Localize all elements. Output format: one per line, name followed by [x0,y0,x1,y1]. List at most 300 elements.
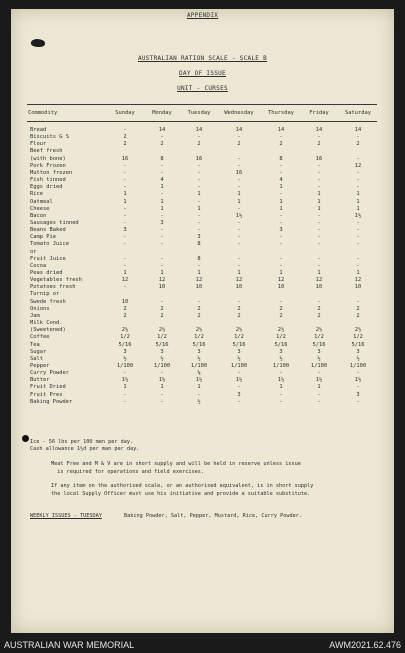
ration-cell: 2 [197,312,201,319]
ration-cell: - [237,370,241,377]
ration-cell: 12 [354,162,362,169]
ration-cell: 1 [123,198,127,205]
ration-cell: - [123,391,127,398]
table-row [11,342,394,349]
ration-cell: 14 [315,127,323,133]
commodity-name: or [30,248,37,255]
appendix-heading: APPENDIX [186,12,219,19]
table-row [11,206,394,213]
commodity-name: Rice [30,191,43,198]
commodity-name: Swede fresh [30,298,66,305]
ration-cell: - [279,191,283,198]
table-row [11,220,394,227]
ration-cell: - [160,391,164,398]
ration-cell: 10 [158,284,166,291]
ration-cell: 1½ [121,377,129,384]
ration-cell: - [123,255,127,262]
ration-cell: - [317,398,321,405]
ration-cell: 1/2 [120,334,130,341]
ration-cell: 2 [237,305,241,312]
ration-cell: 1/2 [314,334,324,341]
ration-cell: 16 [315,155,323,162]
ration-cell: - [317,219,321,226]
ration-cell: 1½ [315,377,323,384]
weekly-issues-label: WEEKLY ISSUES - TUESDAY [30,513,102,519]
ration-cell: - [317,370,321,377]
ration-cell: - [317,134,321,141]
ration-cell: 1 [317,205,321,212]
ration-cell: 1 [237,270,241,276]
ration-cell: 2 [356,305,360,312]
commodity-name: Fruit Juice [30,255,66,262]
ration-cell: 1 [279,270,283,276]
ration-cell: - [317,184,321,191]
ration-cell: - [279,134,283,141]
ration-cell: 1 [356,198,360,205]
ration-cell: - [123,219,127,226]
commodity-name: Biscuits G S [30,134,69,141]
ration-cell: - [237,177,241,184]
table-row [11,241,394,248]
table-row [11,270,394,277]
ration-cell: - [279,391,283,398]
table-row [11,191,394,198]
commodity-name: Fish tinned [30,177,66,184]
document-page [11,9,394,633]
ration-cell: 5/16 [232,341,246,348]
ration-cell: - [160,169,164,176]
ration-cell: 3 [356,348,360,355]
ration-cell: - [237,227,241,234]
document-title: AUSTRALIAN RATION SCALE - SCALE B [137,55,268,62]
ration-cell: 5/16 [118,341,132,348]
ration-cell: - [317,391,321,398]
ration-cell: 1½ [195,377,203,384]
ration-cell: 2½ [121,327,129,334]
ration-cell: 2½ [315,327,323,334]
ration-cell: - [279,234,283,241]
ration-cell: 1 [160,270,164,276]
ration-cell: - [160,298,164,305]
commodity-name: Sugar [30,348,47,355]
ration-cell: - [237,134,241,141]
ration-cell: - [197,162,201,169]
ration-cell: - [123,127,127,133]
ration-cell: 3 [160,348,164,355]
commodity-name: Fruit Dried [30,384,66,391]
commodity-name: Coffee [30,334,50,341]
ration-cell: 1 [356,205,360,212]
ration-cell: ½ [123,355,127,362]
ration-cell: - [237,219,241,226]
ration-cell: - [279,398,283,405]
ration-cell: - [279,298,283,305]
day-header: Wednesday [224,110,254,116]
ration-cell: - [123,162,127,169]
ration-cell: - [356,398,360,405]
ration-cell: - [160,191,164,198]
ink-blot [31,39,45,47]
ration-cell: 2 [317,305,321,312]
ration-cell: 2 [197,141,201,148]
table-row [11,156,394,163]
ration-cell: - [356,255,360,262]
commodity-header: Commodity [28,110,58,116]
ration-cell: 3 [237,348,241,355]
ration-cell: ½ [237,355,241,362]
ration-cell: - [317,162,321,169]
ration-cell: - [123,177,127,184]
ration-cell: - [197,184,201,191]
ration-cell: - [160,227,164,234]
ration-cell: 2 [160,312,164,319]
day-header: Friday [309,110,329,116]
commodity-name: Fruit Pres [30,391,63,398]
table-row [11,127,394,134]
ration-cell: 1 [317,384,321,391]
footer-accession-number: AWM2021.62.476 [329,640,401,650]
ration-cell: ½ [197,355,201,362]
table-row [11,163,394,170]
ration-cell: 1/100 [153,362,171,369]
day-header: Sunday [115,110,135,116]
ration-cell: - [317,212,321,219]
ration-cell: 2 [279,141,283,148]
ration-cell: 1/100 [272,362,290,369]
ration-cell: 1½ [354,212,362,219]
ration-cell: 1 [160,205,164,212]
ration-cell: 10 [277,284,285,291]
ration-cell: 2 [279,305,283,312]
commodity-name: Bacon [30,212,47,219]
ration-cell: - [279,212,283,219]
table-row [11,299,394,306]
ration-cell: ½ [197,398,201,405]
ration-cell: - [356,262,360,269]
footer-credit: AUSTRALIAN WAR MEMORIAL [4,640,135,650]
ration-cell: 4 [160,177,164,184]
ration-cell: 2 [356,312,360,319]
ration-cell: 1/100 [116,362,134,369]
commodity-name: Pork Frozen [30,162,66,169]
table-row [11,184,394,191]
ration-cell: - [317,234,321,241]
table-top-rule [27,104,377,105]
table-row [11,313,394,320]
ration-cell: 2 [279,312,283,319]
ration-cell: - [279,162,283,169]
ration-cell: - [123,212,127,219]
table-row [11,306,394,313]
ration-cell: - [356,234,360,241]
ration-cell: 14 [354,127,362,133]
punch-hole [22,435,29,442]
ration-cell: - [197,212,201,219]
ration-cell: - [197,391,201,398]
ration-cell: 5/16 [192,341,206,348]
commodity-name: Beef fresh [30,148,63,155]
ration-cell: 2 [356,141,360,148]
ration-cell: 1½ [235,212,243,219]
ration-cell: 5/16 [312,341,326,348]
ration-cell: - [160,241,164,248]
ice-note: Ice - 56 lbs per 100 men per day. [30,439,134,445]
table-row [11,392,394,399]
ration-cell: - [197,198,201,205]
table-row [11,284,394,291]
ration-cell: 2 [237,312,241,319]
ration-cell: - [123,234,127,241]
ration-cell: 1 [197,205,201,212]
table-row [11,291,394,298]
ration-cell: - [237,255,241,262]
ration-cell: - [317,177,321,184]
table-row [11,349,394,356]
ration-cell: 16 [235,169,243,176]
commodity-name: Butter [30,377,50,384]
table-row [11,256,394,263]
table-row [11,148,394,155]
commodity-name: Bread [30,127,47,133]
ration-cell: 1 [160,198,164,205]
ration-cell: 10 [195,284,203,291]
table-row [11,370,394,377]
ration-cell: 12 [235,277,243,284]
ration-cell: 2½ [158,327,166,334]
ration-cell: 2½ [195,327,203,334]
ration-cell: - [317,298,321,305]
ration-cell: 8 [197,255,201,262]
ration-cell: ½ [160,355,164,362]
ration-cell: 5/16 [351,341,365,348]
meat-free-note: Meat Free and M & V are in short supply and will be held in reserve unless issue is required for operations and field exercises. [51,461,301,475]
ration-cell: ½ [317,355,321,362]
ration-cell: 12 [121,277,129,284]
ration-cell: 10 [121,298,129,305]
commodity-name: Camp Pie [30,234,56,241]
ration-cell: 1 [279,384,283,391]
ration-cell: - [160,212,164,219]
ration-cell: - [123,262,127,269]
ration-cell: 1½ [158,377,166,384]
ration-cell: 3 [123,348,127,355]
ration-cell: 3 [197,348,201,355]
commodity-name: Mutton frozen [30,169,73,176]
ration-cell: 1 [160,184,164,191]
ration-cell: 2 [237,141,241,148]
commodity-name: Baking Powder [30,398,73,405]
cash-allowance-note: Cash allowance 1¼d per man per day. [30,446,140,452]
commodity-name: Flour [30,141,47,148]
ration-cell: 14 [195,127,203,133]
ration-cell: 3 [279,227,283,234]
ration-cell: 8 [279,155,283,162]
ration-cell: - [237,262,241,269]
ration-cell: - [356,134,360,141]
table-row [11,384,394,391]
ration-cell: - [237,384,241,391]
ration-cell: 16 [121,155,129,162]
ration-cell: - [123,205,127,212]
ration-cell: 1½ [235,377,243,384]
ration-cell: 1 [356,191,360,198]
ration-cell: - [197,262,201,269]
ration-cell: - [279,241,283,248]
commodity-name: Curry Powder [30,370,69,377]
ration-cell: - [317,262,321,269]
unit-heading: UNIT - CURSES [177,85,228,92]
day-header: Thursday [268,110,294,116]
ration-cell: - [237,234,241,241]
ration-cell: - [237,162,241,169]
ration-cell: - [317,227,321,234]
ration-cell: - [160,370,164,377]
ration-cell: 2 [197,305,201,312]
commodity-name: (with bone) [30,155,66,162]
ration-cell: - [160,162,164,169]
ration-cell: - [197,227,201,234]
commodity-name: Jam [30,312,40,319]
ration-cell: - [279,370,283,377]
ration-cell: 2 [160,141,164,148]
table-row [11,249,394,256]
ration-cell: 1/100 [230,362,248,369]
ration-cell: - [356,219,360,226]
ration-cell: - [123,184,127,191]
ration-cell: - [160,234,164,241]
table-row [11,356,394,363]
ration-cell: 3 [237,391,241,398]
ration-cell: 1 [237,191,241,198]
ration-cell: 1 [123,191,127,198]
commodity-name: Turnip or [30,291,60,298]
table-row [11,177,394,184]
ration-cell: - [317,241,321,248]
day-header: Saturday [345,110,371,116]
ration-cell: - [279,255,283,262]
ration-cell: 14 [235,127,243,133]
ration-cell: 1 [317,198,321,205]
ration-cell: 1 [279,205,283,212]
ration-cell: ⅛ [197,370,201,377]
ration-cell: - [356,184,360,191]
commodity-name: Milk Cond. [30,320,63,327]
ration-cell: - [160,255,164,262]
ration-cell: 1 [317,270,321,276]
ration-cell: 2 [123,141,127,148]
ration-cell: 1 [197,270,201,276]
commodity-name: (Sweetened) [30,327,66,334]
ration-cell: 1/100 [349,362,367,369]
ration-cell: 1 [123,384,127,391]
table-row [11,213,394,220]
table-row [11,399,394,406]
ration-cell: - [317,169,321,176]
ration-cell: 2½ [277,327,285,334]
ration-cell: 3 [279,348,283,355]
ration-cell: 8 [197,241,201,248]
table-row [11,227,394,234]
ration-cell: 1/2 [194,334,204,341]
table-row [11,277,394,284]
ration-cell: 10 [354,284,362,291]
ration-cell: ½ [356,355,360,362]
ration-cell: 12 [195,277,203,284]
ration-cell: - [237,184,241,191]
ration-cell: 2 [317,312,321,319]
table-row [11,141,394,148]
commodity-name: Salt [30,355,43,362]
ration-cell: - [356,370,360,377]
ration-cell: - [197,169,201,176]
commodity-name: Peas dried [30,270,63,276]
ration-cell: 1/2 [353,334,363,341]
ration-cell: - [237,298,241,305]
ration-cell: - [279,169,283,176]
ration-cell: - [160,262,164,269]
commodity-name: Oatmeal [30,198,53,205]
ration-cell: - [160,398,164,405]
ration-cell: 1/2 [234,334,244,341]
ration-cell: - [317,255,321,262]
ration-cell: 10 [235,284,243,291]
ration-cell: - [279,262,283,269]
ration-cell: 3 [317,348,321,355]
commodity-name: Sausages tinned [30,219,79,226]
commodity-name: Onions [30,305,50,312]
table-row [11,363,394,370]
substitute-note: If any item on the authorised scale, or an authorised equivalent, is in short supply the local Supply Officer must use his initiative and provide a suitable substitute. [51,483,314,497]
ration-cell: - [123,241,127,248]
ration-cell: 12 [158,277,166,284]
weekly-issues-items: Baking Powder, Salt, Pepper, Mustard, Rice, Curry Powder. [124,513,303,519]
ration-cell: - [279,219,283,226]
ration-cell: 2 [317,141,321,148]
commodity-name: Eggs dried [30,184,63,191]
day-header: Tuesday [187,110,211,116]
ration-cell: - [123,398,127,405]
ration-cell: 5/16 [274,341,288,348]
ration-cell: 1 [123,270,127,276]
ration-cell: 2 [160,305,164,312]
ration-cell: - [356,155,360,162]
ration-cell: 8 [160,155,164,162]
ration-cell: 3 [160,219,164,226]
ration-cell: - [237,205,241,212]
ration-cell: 1/100 [190,362,208,369]
ration-cell: ½ [279,355,283,362]
ration-cell: 12 [354,277,362,284]
ration-cell: - [160,134,164,141]
ration-cell: 1 [356,270,360,276]
ration-cell: 1½ [354,377,362,384]
ration-cell: 3 [197,234,201,241]
commodity-name: Beans Baked [30,227,66,234]
ration-cell: - [356,241,360,248]
ration-cell: 12 [277,277,285,284]
ration-cell: 2½ [354,327,362,334]
ration-cell: 2 [123,312,127,319]
ration-cell: - [356,227,360,234]
commodity-name: Vegetables fresh [30,277,82,284]
ration-cell: - [356,177,360,184]
ration-cell: 1 [279,198,283,205]
ration-cell: 1 [237,198,241,205]
commodity-name: Cocoa [30,262,47,269]
ration-cell: 1 [279,184,283,191]
ration-cell: 16 [195,155,203,162]
ration-cell: - [237,241,241,248]
